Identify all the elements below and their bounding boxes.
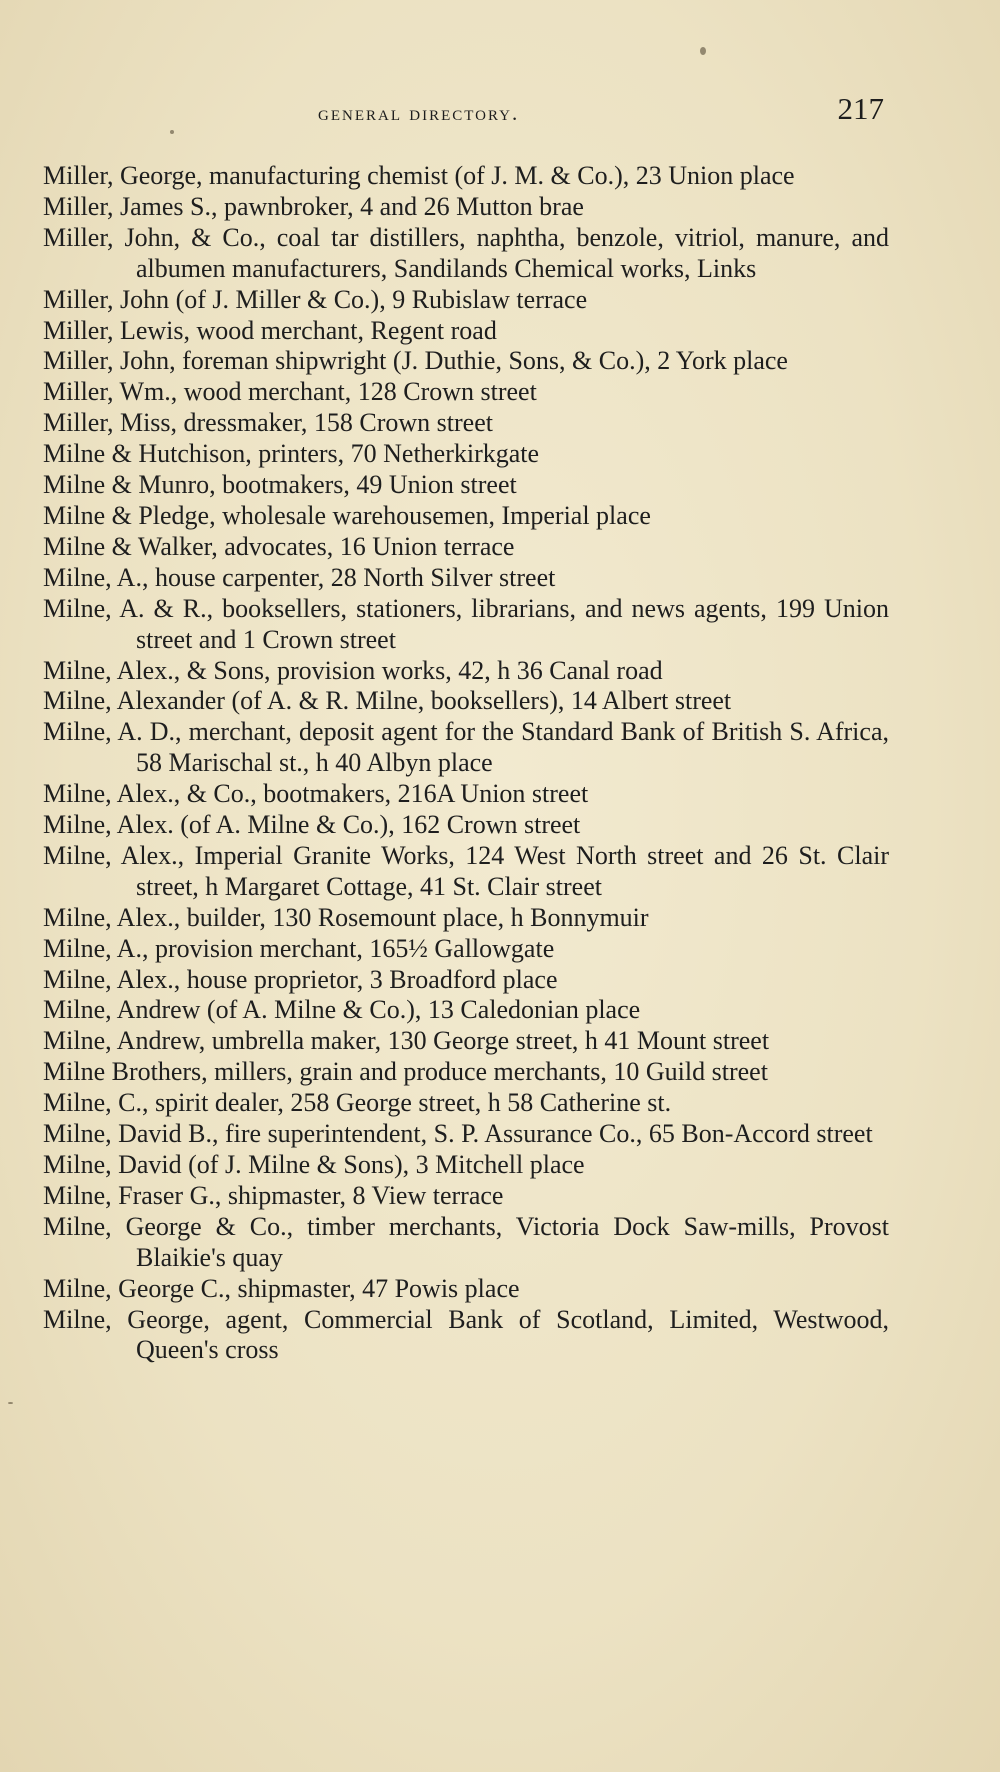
directory-entry: Milne, Fraser G., shipmaster, 8 View terrace xyxy=(43,1180,504,1210)
directory-entry: Milne, Alex., Imperial Granite Works, 124 West North street and 26 St. Clair street, h Margaret Cottage, 41 St. Clair street xyxy=(43,840,889,901)
directory-entry: Miller, John, & Co., coal tar distillers, naphtha, benzole, vitriol, manure, and albumen manufacturers, Sandilands Chemical works, Links xyxy=(43,222,889,283)
directory-entry: Milne, A. & R., booksellers, stationers, librarians, and news agents, 199 Union street and 1 Crown street xyxy=(43,593,889,654)
directory-entry: Milne, Alex., house proprietor, 3 Broadford place xyxy=(43,964,558,994)
page-header xyxy=(40,91,890,135)
directory-entry: Milne, George, agent, Commercial Bank of Scotland, Limited, Westwood, Queen's cross xyxy=(43,1304,889,1365)
directory-entry: Milne, C., spirit dealer, 258 George street, h 58 Catherine st. xyxy=(43,1088,672,1118)
directory-entry: Miller, Wm., wood merchant, 128 Crown street xyxy=(43,377,537,407)
directory-entry: Milne, Andrew (of A. Milne & Co.), 13 Caledonian place xyxy=(43,995,641,1025)
directory-entry: Milne, Andrew, umbrella maker, 130 George street, h 41 Mount street xyxy=(43,1026,770,1056)
directory-entry: Milne & Hutchison, printers, 70 Netherkirkgate xyxy=(43,439,540,469)
directory-entry: Milne, A. D., merchant, deposit agent for the Standard Bank of British S. Africa, 58 Marischal st., h 40 Albyn place xyxy=(43,717,889,778)
directory-entry: Milne & Pledge, wholesale warehousemen, Imperial place xyxy=(43,500,651,530)
directory-entry: Milne, George & Co., timber merchants, Victoria Dock Saw-mills, Provost Blaikie's quay xyxy=(43,1211,889,1272)
directory-entry: Milne, David (of J. Milne & Sons), 3 Mitchell place xyxy=(43,1150,585,1179)
directory-entry: Milne, George C., shipmaster, 47 Powis place xyxy=(43,1273,520,1303)
directory-entry: Milne, A., provision merchant, 165½ Gallowgate xyxy=(43,933,555,963)
directory-entry: Miller, John (of J. Miller & Co.), 9 Rubislaw terrace xyxy=(43,284,588,314)
ink-speck xyxy=(8,1402,13,1404)
directory-entry: Milne Brothers, millers, grain and produce merchants, 10 Guild street xyxy=(43,1057,768,1087)
running-title: general directory. xyxy=(318,101,520,125)
directory-entry: Miller, John, foreman shipwright (J. Duthie, Sons, & Co.), 2 York place xyxy=(43,346,788,376)
directory-entry: Milne, A., house carpenter, 28 North Silver street xyxy=(43,562,556,592)
directory-entry: Milne, Alex., builder, 130 Rosemount place, h Bonnymuir xyxy=(43,902,649,932)
ink-speck xyxy=(700,47,706,55)
directory-entry: Miller, James S., pawnbroker, 4 and 26 Mutton brae xyxy=(43,191,584,221)
directory-entry: Milne, Alex., & Co., bootmakers, 216A Union street xyxy=(43,779,589,809)
directory-entry: Milne, Alex., & Sons, provision works, 42, h 36 Canal road xyxy=(43,655,663,685)
directory-entry: Milne, Alex. (of A. Milne & Co.), 162 Crown street xyxy=(43,810,581,840)
directory-entry: Milne, David B., fire superintendent, S. P. Assurance Co., 65 Bon-Accord street xyxy=(43,1119,873,1149)
directory-entries xyxy=(43,161,889,1366)
directory-entry: Miller, George, manufacturing chemist (of J. M. & Co.), 23 Union place xyxy=(43,161,795,190)
directory-entry: Miller, Lewis, wood merchant, Regent road xyxy=(43,315,497,345)
page-number: 217 xyxy=(837,91,884,126)
directory-entry: Milne & Walker, advocates, 16 Union terrace xyxy=(43,531,515,561)
directory-entry: Miller, Miss, dressmaker, 158 Crown street xyxy=(43,408,493,438)
directory-entry: Milne & Munro, bootmakers, 49 Union street xyxy=(43,470,517,500)
directory-entry: Milne, Alexander (of A. & R. Milne, booksellers), 14 Albert street xyxy=(43,686,732,716)
